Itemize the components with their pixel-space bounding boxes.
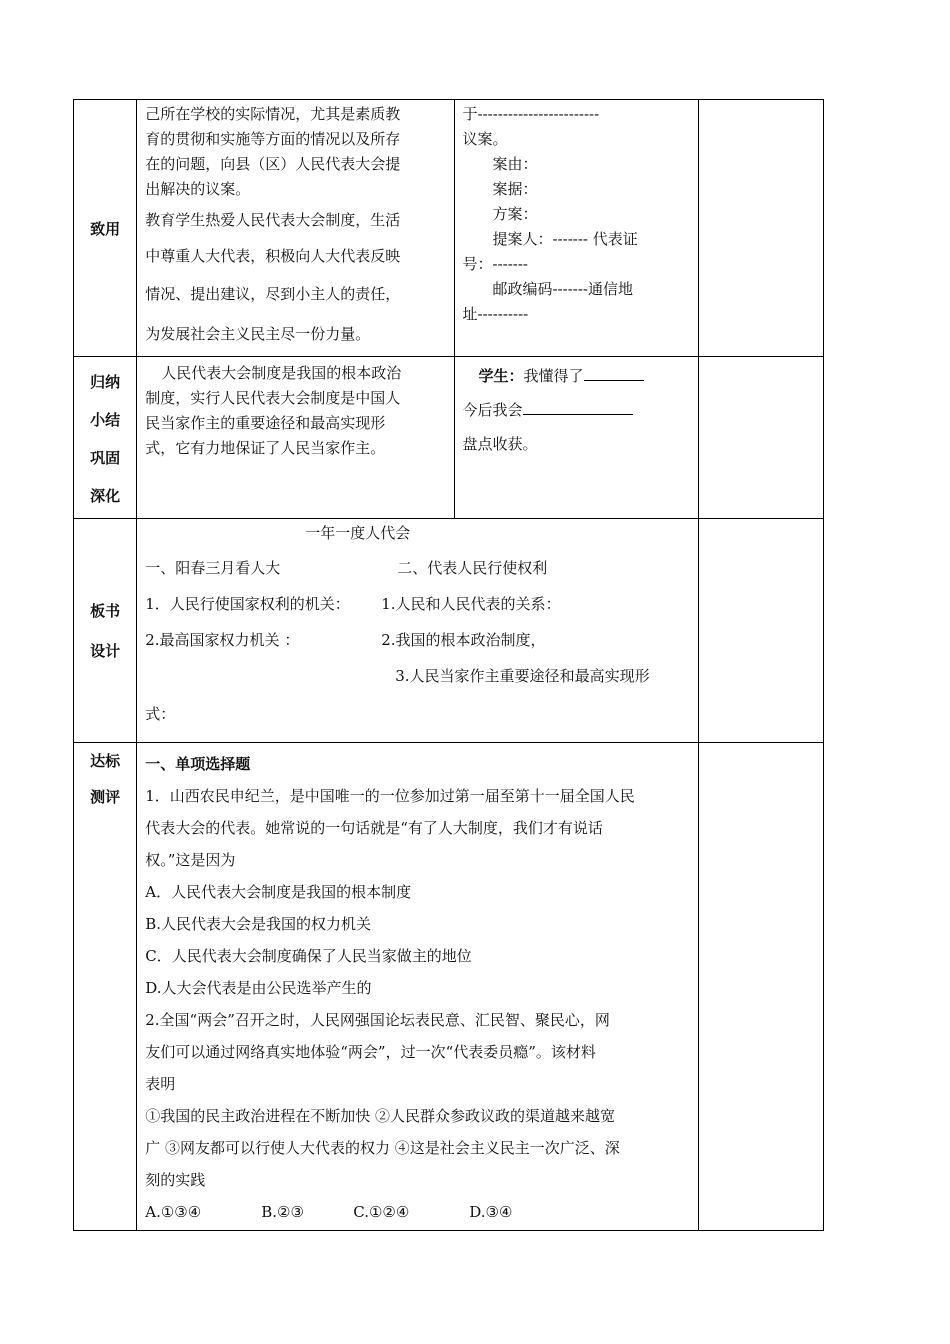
label-text: 小结: [90, 411, 121, 429]
text-line: 案据：: [492, 180, 538, 198]
question-line: 友们可以通过网络真实地体验“两会”，过一次“代表委员瘾”。该材料: [145, 1043, 596, 1061]
student-label: 学生：: [478, 367, 524, 385]
board-left-heading: 一、阳春三月看人大: [145, 559, 281, 577]
statement-line: ①我国的民主政治进程在不断加快 ②人民群众参政议政的渠道越来越宽: [145, 1107, 616, 1125]
text-line: 情况、提出建议，尽到小主人的责任，: [145, 285, 401, 303]
text-line: 制度，实行人民代表大会制度是中国人: [145, 389, 401, 407]
text-line: 教育学生热爱人民代表大会制度，生活: [145, 211, 401, 229]
text-line: 提案人：------- 代表证: [492, 230, 638, 248]
text-line: 案由：: [492, 155, 538, 173]
text-line: 民当家作主的重要途径和最高实现形: [145, 414, 386, 432]
question-line: 权。”这是因为: [145, 851, 236, 869]
student-reflection: [454, 357, 699, 519]
blank-line: [523, 400, 633, 415]
future-text: 今后我会: [462, 401, 523, 419]
answer-option-b: B.②③: [261, 1203, 304, 1221]
notes-cell: [699, 357, 824, 519]
statement-line: 广 ③网友都可以行使人大代表的权力 ④这是社会主义民主一次广泛、深: [145, 1139, 620, 1157]
lesson-plan-table: [73, 99, 824, 1231]
answer-option-d: D.③④: [469, 1203, 513, 1221]
board-left-item: 2.最高国家权力机关 ：: [145, 631, 300, 649]
label-banshu: [74, 519, 137, 743]
answer-option-c: C.①②④: [353, 1203, 410, 1221]
question-line: 代表大会的代表。她常说的一句话就是“有了人大制度，我们才有说话: [145, 819, 603, 837]
question-line: 1．山西农民申纪兰，是中国唯一的一位参加过第一届至第十一届全国人民: [145, 787, 635, 805]
row-dabiao: [74, 743, 824, 1231]
answer-option-a: A.①③④: [145, 1203, 202, 1221]
text-line: 议案。: [462, 130, 508, 148]
board-right-heading: 二、代表人民行使权利: [397, 559, 548, 577]
text-line: 方案：: [492, 205, 538, 223]
student-line: [463, 361, 691, 391]
text-line: 式，它有力地保证了人民当家作主。: [145, 439, 386, 457]
answer-options: [145, 1196, 690, 1228]
option-line: C．人民代表大会制度确保了人民当家做主的地位: [145, 947, 472, 965]
text-line: 址----------: [462, 305, 529, 323]
board-left-item: 1．人民行使国家权利的机关：: [145, 595, 350, 613]
section-heading: 一、单项选择题: [145, 755, 251, 773]
text-line: 在的问题，向县（区）人民代表大会提: [145, 155, 401, 173]
label-zhiyong: [74, 100, 137, 357]
board-right-item: 3.人民当家作主重要途径和最高实现形: [395, 667, 650, 685]
label-text: 深化: [90, 487, 121, 505]
label-guina: [74, 357, 137, 519]
text-line: 中尊重人大代表，积极向人大代表反映: [145, 247, 401, 265]
board-right-item: 1.人民和人民代表的关系：: [381, 595, 561, 613]
board-title: 一年一度人代会: [305, 524, 411, 542]
row-guina: [74, 357, 824, 519]
label-text: 测评: [90, 788, 121, 806]
label-dabiao: [74, 743, 137, 1231]
text-line: 人民代表大会制度是我国的根本政治: [161, 364, 402, 382]
label-text: 达标: [90, 752, 121, 770]
notes-cell: [699, 100, 824, 357]
board-design: [137, 519, 699, 743]
board-right-item: 2.我国的根本政治制度，: [381, 631, 546, 649]
zhiyong-content: [137, 100, 454, 357]
option-line: B.人民代表大会是我国的权力机关: [145, 915, 372, 933]
option-line: A．人民代表大会制度是我国的根本制度: [145, 883, 412, 901]
row-banshu: [74, 519, 824, 743]
label-text: 致用: [90, 219, 121, 238]
statement-line: 刻的实践: [145, 1171, 206, 1189]
question-line: 表明: [145, 1075, 176, 1093]
label-text: 巩固: [90, 449, 121, 467]
summary-content: [137, 357, 454, 519]
text-line: 为发展社会主义民主尽一份力量。: [145, 325, 371, 343]
board-right-item-cont: 式：: [145, 705, 176, 723]
text-line: 邮政编码-------通信地: [492, 280, 633, 298]
label-text: 归纳: [90, 373, 121, 391]
assessment-content: [137, 743, 699, 1231]
text-line: 盘点收获。: [462, 435, 538, 453]
option-line: D.人大会代表是由公民选举产生的: [145, 979, 372, 997]
label-text: 板书: [90, 601, 121, 620]
text-line: 出解决的议案。: [145, 180, 251, 198]
notes-cell: [699, 743, 824, 1231]
row-zhiyong: [74, 100, 824, 357]
text-line: 育的贯彻和实施等方面的情况以及所存: [145, 130, 401, 148]
text-line: 号：-------: [462, 255, 528, 273]
future-line: [463, 391, 691, 429]
text-line: 己所在学校的实际情况，尤其是素质教: [145, 105, 401, 123]
question-line: 2.全国“两会”召开之时，人民网强国论坛表民意、汇民智、聚民心，网: [145, 1011, 610, 1029]
label-text: 设计: [90, 641, 121, 660]
text-line: 于------------------------: [462, 105, 600, 123]
notes-cell: [699, 519, 824, 743]
student-text: 我懂得了: [523, 367, 584, 385]
proposal-template: [454, 100, 699, 357]
blank-line: [584, 366, 644, 381]
